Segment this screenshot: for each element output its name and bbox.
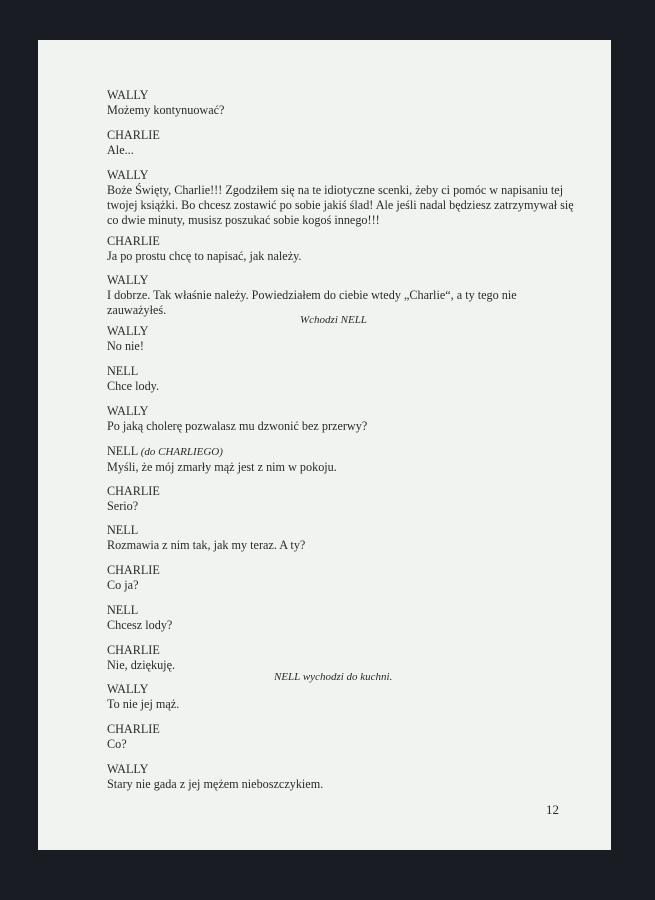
dialogue-block: [107, 682, 577, 712]
dialogue-line: I dobrze. Tak właśnie należy. Powiedziałem do ciebie wtedy „Charlie“, a ty tego nie zauważyłeś.: [107, 288, 517, 317]
dialogue-line: Stary nie gada z jej mężem nieboszczykiem.: [107, 777, 324, 791]
dialogue-block: [107, 722, 577, 752]
dialogue-line: Ja po prostu chcę to napisać, jak należy.: [107, 249, 302, 263]
dialogue-line: twojej książki. Bo chcesz zostawić po sobie jakiś ślad! Ale jeśli nadal będziesz zatrzymywał się: [107, 198, 574, 212]
dialogue-line: No nie!: [107, 339, 144, 353]
speaker-name: WALLY: [107, 404, 149, 418]
dialogue-line: Myśli, że mój zmarły mąż jest z nim w pokoju.: [107, 460, 337, 474]
speaker-name: CHARLIE: [107, 128, 160, 142]
speaker-name: CHARLIE: [107, 643, 160, 657]
speaker-name: WALLY: [107, 88, 149, 102]
dialogue-line: To nie jej mąż.: [107, 697, 180, 711]
stage-direction: Wchodzi NELL: [300, 314, 367, 326]
dialogue-block: [107, 168, 577, 228]
speaker-name: NELL: [107, 523, 139, 537]
speaker-name: WALLY: [107, 324, 149, 338]
speaker-name: WALLY: [107, 168, 149, 182]
speaker-name: CHARLIE: [107, 563, 160, 577]
speaker-name: WALLY: [107, 762, 149, 776]
dialogue-block: [107, 88, 577, 118]
dialogue-block: [107, 364, 577, 394]
dialogue-line: Rozmawia z nim tak, jak my teraz. A ty?: [107, 538, 306, 552]
dialogue-line: Chcesz lody?: [107, 618, 173, 632]
dialogue-line: Co ja?: [107, 578, 139, 592]
dialogue-block: [107, 523, 577, 553]
dialogue-block: [107, 234, 577, 264]
dialogue-line: co dwie minuty, musisz poszukać sobie kogoś innego!!!: [107, 213, 380, 227]
dialogue-block: [107, 324, 577, 354]
dialogue-block: [107, 484, 577, 514]
speaker-name: NELL: [107, 364, 139, 378]
dialogue-block: [107, 444, 577, 475]
page-number: 12: [546, 802, 559, 817]
speaker-name: CHARLIE: [107, 234, 160, 248]
speaker-name: NELL: [107, 444, 138, 458]
speaker-name: CHARLIE: [107, 722, 160, 736]
dialogue-block: [107, 128, 577, 158]
dialogue-line: Chce lody.: [107, 379, 160, 393]
stage-direction: NELL wychodzi do kuchni.: [274, 671, 393, 683]
speaker-name: NELL: [107, 603, 139, 617]
dialogue-block: [107, 563, 577, 593]
dialogue-block: [107, 603, 577, 633]
dialogue-line: Po jaką cholerę pozwalasz mu dzwonić bez przerwy?: [107, 419, 368, 433]
parenthetical-direction: (do CHARLIEGO): [140, 446, 223, 458]
dialogue-line: Boże Święty, Charlie!!! Zgodziłem się na te idiotyczne scenki, żeby ci pomóc w napisaniu tej: [107, 183, 564, 197]
dialogue-line: Nie, dziękuję.: [107, 658, 176, 672]
dialogue-line: Co?: [107, 737, 127, 751]
speaker-name: WALLY: [107, 682, 149, 696]
script-page: [38, 40, 611, 850]
dialogue-line: Możemy kontynuować?: [107, 103, 225, 117]
dialogue-block: [107, 273, 577, 318]
dialogue-block: [107, 404, 577, 434]
speaker-name: WALLY: [107, 273, 149, 287]
speaker-name: CHARLIE: [107, 484, 160, 498]
dialogue-block: [107, 762, 577, 792]
dialogue-block: [107, 643, 577, 673]
dialogue-line: Serio?: [107, 499, 139, 513]
dialogue-line: Ale...: [107, 143, 134, 157]
